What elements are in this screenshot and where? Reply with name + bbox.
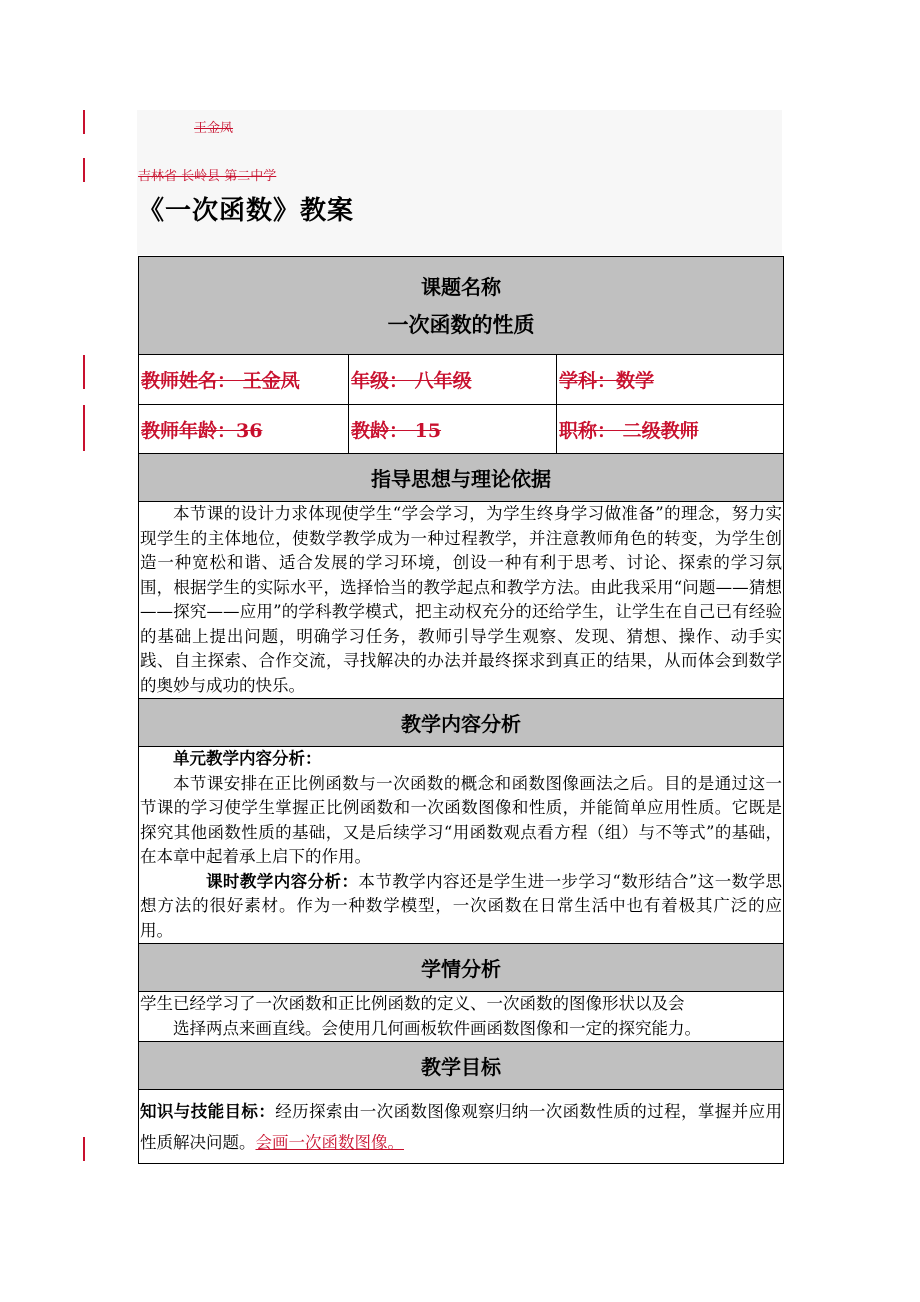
learner-line-2: 选择两点来画直线。会使用几何画板软件画函数图像和一定的探究能力。 — [173, 1018, 701, 1038]
subject: 学科：数学 — [557, 355, 784, 405]
lesson-analysis — [140, 870, 782, 944]
revision-bar — [83, 110, 85, 134]
page-title: 《一次函数》教案 — [138, 196, 355, 226]
topic-value: 一次函数的性质 — [387, 311, 535, 337]
teacher-age: 教师年龄：36 — [139, 405, 349, 454]
professional-title: 职称： 二级教师 — [557, 405, 784, 454]
grade: 年级： 八年级 — [349, 355, 557, 405]
unit-analysis-text: 本节课安排在正比例函数与一次函数的概念和函数图像画法之后。目的是通过这一节课的学习使学生掌握正比例函数和一次函数图像和性质，并能简单应用性质。它既是探究其他函数性质的基础，又是后续学习“用函数观点看方程（组）与不等式”的基础，在本章中起着承上启下的作用。 — [140, 773, 783, 866]
section-heading-guiding: 指导思想与理论依据 — [139, 454, 784, 502]
lesson-analysis-label: 课时教学内容分析： — [206, 871, 359, 891]
revision-bar — [83, 158, 85, 182]
teacher-name: 教师姓名： 王金凤 — [139, 355, 349, 405]
author-name: 王金凤 — [194, 121, 234, 136]
revision-bar — [83, 1137, 85, 1161]
section-heading-content: 教学内容分析 — [139, 699, 784, 747]
lesson-plan-table — [138, 256, 784, 1164]
teaching-years: 教龄： 15 — [349, 405, 557, 454]
guiding-text: 本节课的设计力求体现使学生“学会学习，为学生终身学习做准备”的理念，努力实现学生的主体地位，使数学教学成为一种过程教学，并注意教师角色的转变，为学生创造一种宽松和谐、适合发展的学习环境，创设一种有利于思考、讨论、探索的学习氛围，根据学生的实际水平，选择恰当的教学起点和教学方法。由此我采用“问题——猜想——探究——应用”的学科教学模式，把主动权充分的还给学生，让学生在自己已有经验的基础上提出问题，明确学习任务，教师引导学生观察、发现、猜想、操作、动手实践、自主探索、合作交流，寻找解决的办法并最终探求到真正的结果，从而体会到数学的奥妙与成功的快乐。 — [140, 504, 783, 695]
section-heading-learner: 学情分析 — [139, 944, 784, 992]
unit-analysis-label: 单元教学内容分析： — [173, 749, 322, 768]
objective-inserted-text: 会画一次函数图像。 — [255, 1132, 404, 1152]
objective-label: 知识与技能目标： — [140, 1101, 276, 1121]
learner-line-1: 学生已经学习了一次函数和正比例函数的定义、一次函数的图像形状以及会 — [140, 994, 685, 1013]
objective-text: 经历探索由一次函数图像观察归纳一次函数性质的过程，掌握并应用性质解决问题。 — [140, 1101, 783, 1152]
section-heading-objectives: 教学目标 — [139, 1042, 784, 1090]
revision-bar — [83, 355, 85, 389]
lesson-analysis-text: 本节教学内容还是学生进一步学习“数形结合”这一数学思想方法的很好素材。作为一种数学模型，一次函数在日常生活中也有着极其广泛的应用。 — [140, 871, 783, 940]
topic-cell — [139, 257, 784, 355]
school-name: 吉林省 长岭县 第二中学 — [138, 169, 277, 184]
revision-bar — [83, 405, 85, 451]
topic-label: 课题名称 — [421, 274, 501, 299]
